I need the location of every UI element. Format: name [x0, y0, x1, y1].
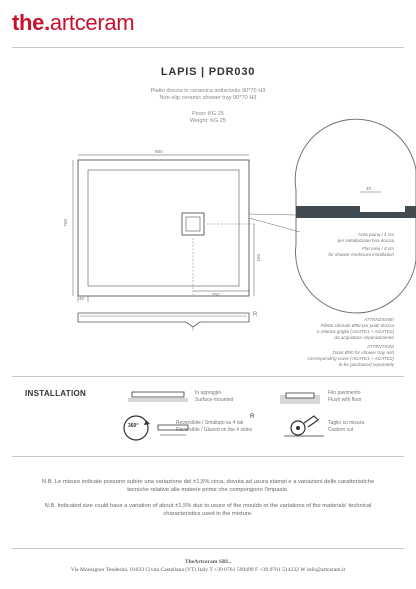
attention-en-line-3: to be purchased separately [338, 362, 394, 367]
plan-view [73, 155, 256, 302]
attention-en-line-1: Drain Ø90 for shower tray and [332, 350, 394, 355]
drain-inner [186, 217, 200, 231]
footer-address: Via Monsignor Tenderini, 01033 Civita Castellana (VT) Italy T +39 0761 599499 F +39 0761 514232 W info@artceram.it [70, 567, 346, 573]
brand-prefix: the. [12, 10, 50, 35]
dim-depth-label: 700 [63, 218, 69, 227]
note-en: N.B. Indicated size could have a variation of about ±1,5% due to usure of the moulds or the variations of the materials' technical characteristics used in the mixture. [44, 503, 372, 517]
detail-note-it2: per installazione box doccia [337, 238, 394, 243]
installation-divider-bottom [12, 456, 404, 457]
brand-name: artceram [49, 10, 135, 35]
product-weight-it: Peso: KG 25 [192, 111, 224, 117]
attention-en-title: ATTENTION! [367, 344, 394, 349]
tray-inner-line [88, 170, 239, 286]
section-view [78, 313, 249, 331]
product-title: LAPIS | PDR030 [160, 66, 256, 78]
custom-cut-icon [284, 412, 324, 438]
product-desc-it: Piatto doccia in ceramica antiscivolo 90*70 H3 [150, 88, 266, 94]
flush-label-en: Flush with floor [328, 397, 362, 403]
drain-outer [182, 213, 204, 235]
attention-it-line-2: e relativa griglia (AGATE1 + AGATE2) [316, 329, 394, 334]
surface-mounted-icon [128, 388, 188, 404]
footer-company: TheArtceram SRL. [184, 559, 232, 565]
cut-label-en: Custom cut [328, 427, 354, 433]
attention-it-title: ATTENZIONE! [363, 317, 394, 322]
section-marker: R [253, 312, 258, 318]
flush-floor-icon [280, 387, 320, 405]
installation-title: INSTALLATION [25, 389, 87, 398]
cut-label-it: Taglio su misura [328, 420, 365, 426]
detail-view [249, 119, 416, 313]
surface-label-en: Surface-mounted [195, 397, 234, 403]
product-weight-en: Weight: KG 25 [189, 118, 227, 124]
dim-width-label: 900 [155, 149, 163, 154]
dim-40-label: 40 [79, 296, 85, 301]
tray-outline [78, 160, 249, 296]
rev-badge: 360° [128, 423, 139, 429]
attention-it-line-3: da acquistare separatamente [334, 335, 394, 340]
surface-label-it: In appoggio [195, 390, 222, 396]
detail-note-it: Area piana / 4 cm [357, 232, 394, 237]
footer-divider [12, 548, 404, 549]
installation-divider-top [12, 376, 404, 377]
inst-marker: R [250, 414, 255, 420]
attention-en-line-2: corresponding cover (AGATE1 + AGATE2) [307, 356, 394, 361]
flush-label-it: Filo pavimento [328, 390, 361, 396]
detail-note-en: Flat area / 4 cm [362, 246, 394, 251]
attention-it-line-1: Piletta sifonata Ø90 per piatti doccia [320, 323, 394, 328]
dim-40-detail-label: 40 [366, 186, 372, 191]
product-desc-en: Non-slip ceramic shower tray 90*70 H3 [159, 95, 257, 101]
detail-note-en2: for shower enclosure installation [328, 252, 394, 257]
rev-label-en: Reversible / Glazed on the 4 sides [176, 427, 253, 433]
rev-label-it: Reversibile / Smaltato su 4 lati [176, 420, 244, 426]
note-it: N.B. Le misure indicate possono subire una variazione del ±1,5% circa, dovuta ad usura stampi e a variazioni delle caratteristiche tecniche relative alle materie prime che compongono l'impasto. [41, 479, 375, 493]
dim-250-label: 250 [212, 292, 220, 297]
dim-150-label: 150 [256, 253, 262, 262]
